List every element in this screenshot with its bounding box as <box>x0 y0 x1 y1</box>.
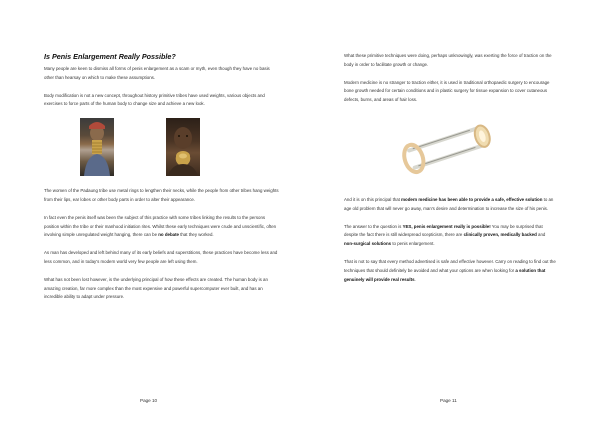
traction-device-image <box>344 114 556 180</box>
text-run: . <box>414 276 416 282</box>
text-run: That is not to say that every method advertised is safe and effective however. Carry on reading to find out the techniques that should definitely be avoided and what your options are when looking for <box>344 258 556 273</box>
text-run: You may be surprised that despite the fact there is still widespread scepticism, there are <box>344 223 543 238</box>
text-run: to an age old problem that will never go away, man's desire and determination to increase the size of his penis. <box>344 196 554 211</box>
text-run: As man has developed and left behind many of its early beliefs and superstitions, these practices have become less and less common, and in today's modern world very few people are left using them. <box>44 250 278 264</box>
body-paragraphs <box>44 187 280 302</box>
text-run: What has not been lost however, is the underlying principal of how these effects are created. The human body is an amazing creation, far more complex than the most expensive and powerful supercomputer ever built, and has an incredible ability to adapt under pressure. <box>44 276 268 300</box>
paragraph <box>344 52 556 70</box>
tribe-photos <box>44 118 280 180</box>
text-run: Body modification is not a new concept, throughout history primitive tribes have used weights, various objects and exercises to force parts of the human body to change size and achieve a new look. <box>44 92 265 107</box>
lip-plate-photo <box>166 118 200 176</box>
body-paragraphs <box>344 196 556 284</box>
paragraph <box>44 92 280 110</box>
bold-text: YES, penis enlargement really is possible! <box>402 223 491 229</box>
intro-paragraphs <box>44 65 280 109</box>
paragraph <box>44 187 280 205</box>
paragraph <box>344 223 556 249</box>
text-run: What these primitive techniques were doing, perhaps unknowingly, was exerting the force of traction on the body in order to facilitate growth or change. <box>344 53 552 67</box>
page-number: Page 11 <box>440 398 457 403</box>
paragraph <box>44 249 280 267</box>
paragraph <box>344 258 556 284</box>
page-title: Is Penis Enlargement Really Possible? <box>44 52 176 61</box>
bold-text: modern medicine has been able to provide a safe, effective solution <box>401 196 543 202</box>
bold-text: clinically proven, medically backed <box>463 232 537 238</box>
bold-text: a solution that genuinely will provide real results <box>344 267 546 282</box>
right-page <box>300 0 600 424</box>
paragraph <box>44 276 280 302</box>
text-run: that they worked. <box>178 232 214 238</box>
paragraph <box>44 214 280 240</box>
traction-device-illustration <box>394 114 504 180</box>
intro-paragraphs <box>344 52 556 105</box>
text-run: Many people are keen to dismiss all forms of penis enlargement as a scam or myth, even though they have no basis other than hearsay on which to make these assumptions. <box>44 66 270 80</box>
text-run: Modern medicine is no stranger to traction either, it is used in traditional orthopaedic surgery to encourage bone growth needed for certain conditions and in plastic surgery for tissue expansion to cover cutaneous defects, burns, and areas of hair loss. <box>344 79 550 103</box>
text-run: The answer to the question is <box>344 223 403 229</box>
padaung-woman-photo <box>80 118 114 176</box>
paragraph <box>44 65 280 83</box>
bold-text: non-surgical solutions <box>344 241 392 247</box>
page-number: Page 10 <box>140 398 158 403</box>
text-run: and <box>536 232 546 238</box>
text-run: to penis enlargement. <box>391 241 435 247</box>
text-run: The women of the Padaung tribe use metal rings to lengthen their necks, while the people from other tribes hang weights from their lips, ear lobes or other body parts in order to alter their appearance. <box>44 188 279 202</box>
bold-text: no debate <box>158 232 179 238</box>
paragraph <box>344 79 556 105</box>
text-run: In fact even the penis itself was been the subject of this practice with some tribes linking the results to the persons position within the tribe or their manhood initiation rites. Whilst these early techniques were crude and unscientific, often involving simple unregulated weight hanging, there can be <box>44 214 277 238</box>
paragraph <box>344 196 556 214</box>
text-run: And it is on this principal that <box>344 196 402 202</box>
